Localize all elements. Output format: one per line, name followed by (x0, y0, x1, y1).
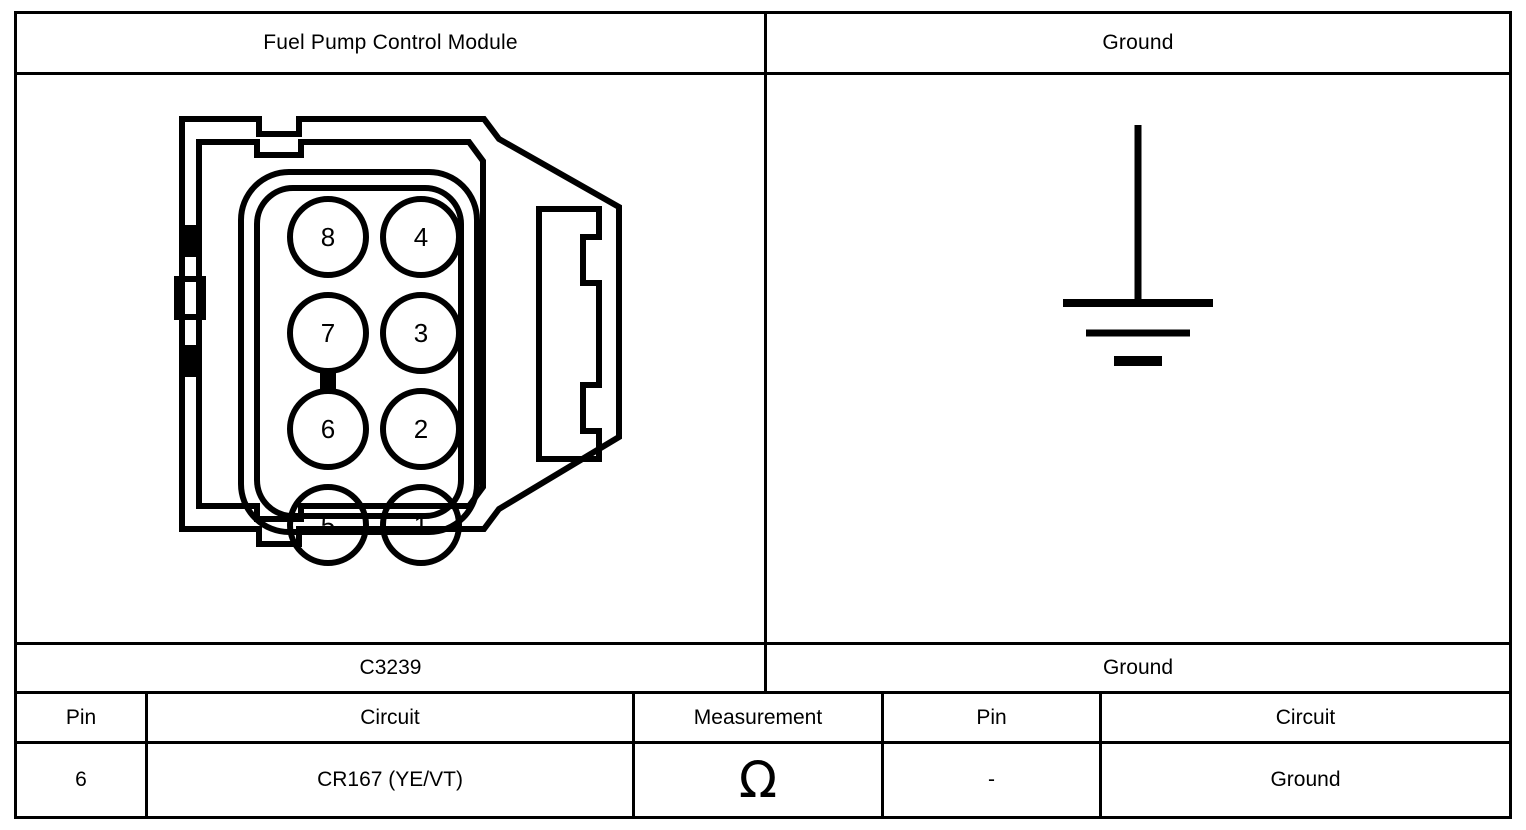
table-header-row (17, 694, 1509, 744)
graphics-row (17, 75, 1509, 645)
cell-circuit-left: CR167 (YE/VT) (148, 744, 635, 816)
header-left-title: Fuel Pump Control Module (17, 14, 767, 72)
connector-id-label: C3239 (17, 645, 767, 691)
pin-label-3: 3 (413, 318, 429, 348)
column-header-pin-right: Pin (884, 694, 1102, 741)
cell-pin-left: 6 (17, 744, 148, 816)
connector-label-row (17, 645, 1509, 694)
cell-circuit-right: Ground (1270, 768, 1341, 791)
pin-label-8: 8 (320, 222, 336, 252)
pin-label-1: 1 (413, 510, 429, 540)
table-row (17, 744, 1509, 816)
column-header-circuit-left: Circuit (148, 694, 635, 741)
pin-label-6: 6 (320, 414, 336, 444)
column-header-measurement: Measurement (635, 694, 884, 741)
pin-label-4: 4 (413, 222, 429, 252)
diagram-frame (14, 11, 1512, 819)
cell-pin-right: - (884, 744, 1102, 816)
connector-panel (17, 75, 767, 642)
pin-label-5: 5 (320, 510, 336, 540)
header-row (17, 14, 1509, 75)
ground-panel (767, 75, 1509, 642)
connector-diagram-icon (147, 87, 647, 647)
pin-label-7: 7 (320, 318, 336, 348)
header-right-title: Ground (1102, 31, 1174, 54)
column-header-circuit-right: Circuit (1275, 705, 1336, 729)
ground-label: Ground (1102, 656, 1174, 679)
cell-measurement-ohm: Ω (635, 744, 884, 816)
ground-symbol-icon (1028, 111, 1248, 431)
pin-label-2: 2 (413, 414, 429, 444)
column-header-pin-left: Pin (17, 694, 148, 741)
